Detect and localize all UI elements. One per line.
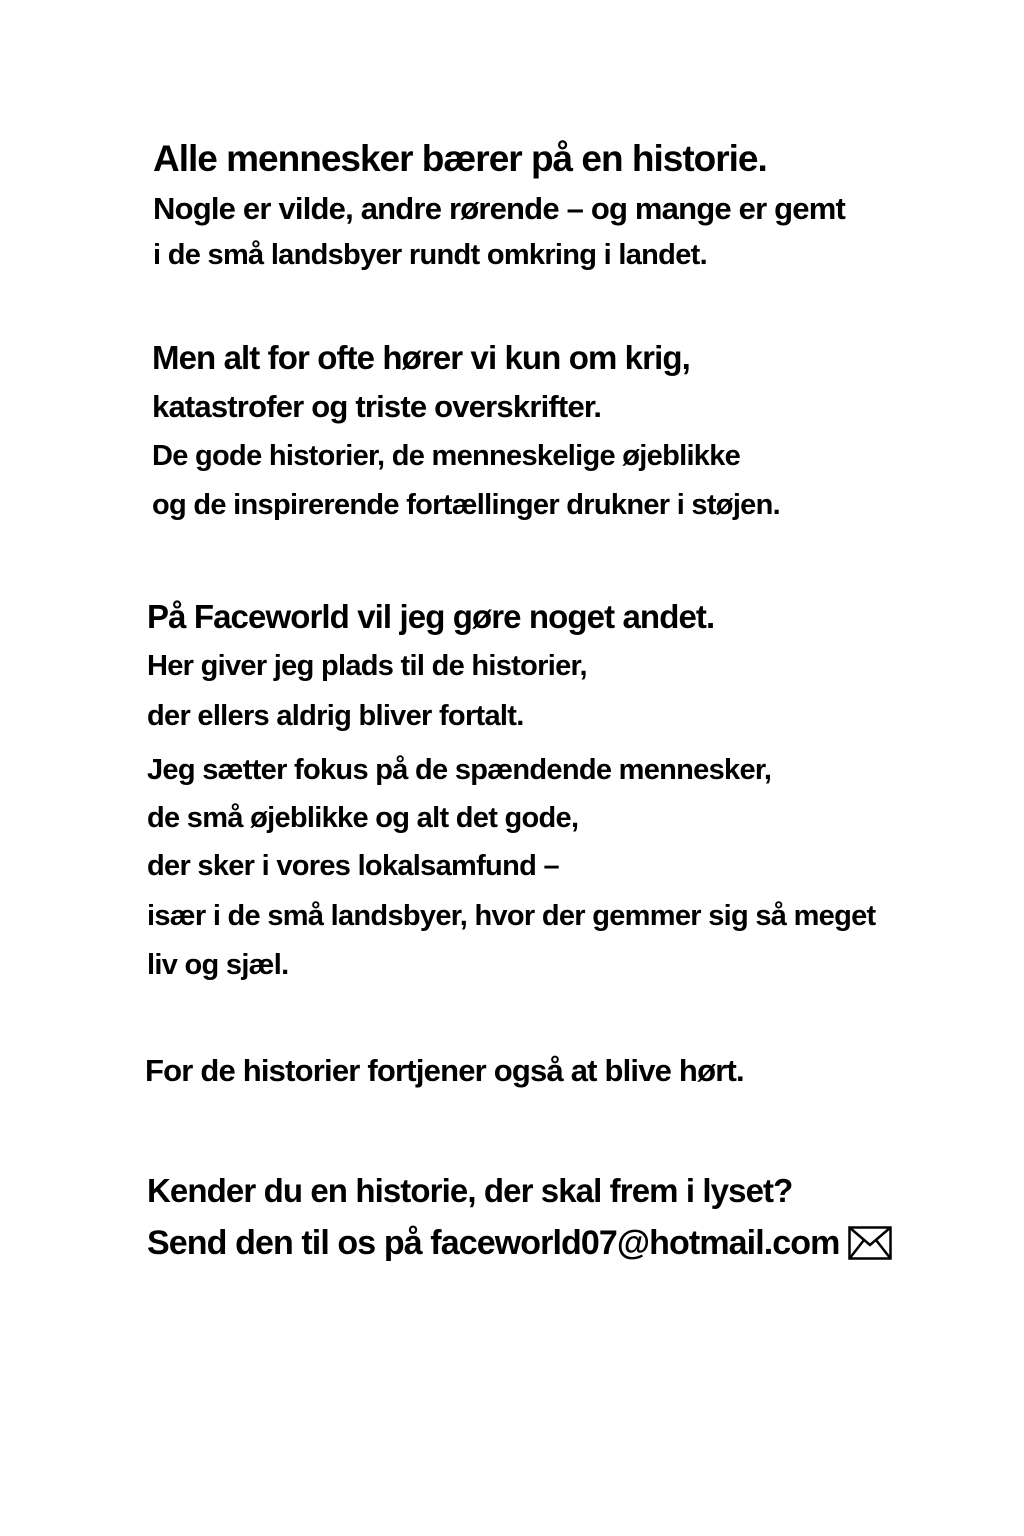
text-line: De gode historier, de menneskelige øjeblikke <box>152 440 741 472</box>
text-line: der sker i vores lokalsamfund – <box>147 850 559 882</box>
text-line: katastrofer og triste overskrifter. <box>152 389 602 424</box>
text-line: For de historier fortjener også at blive hørt. <box>145 1053 744 1088</box>
email-row <box>147 1226 892 1260</box>
text-line: især i de små landsbyer, hvor der gemmer sig så meget <box>147 900 876 932</box>
text-line: der ellers aldrig bliver fortalt. <box>147 700 524 732</box>
text-line: de små øjeblikke og alt det gode, <box>147 802 579 834</box>
envelope-icon <box>848 1226 892 1260</box>
text-line: i de små landsbyer rundt omkring i landet. <box>153 239 707 271</box>
text-line: Men alt for ofte hører vi kun om krig, <box>152 339 690 376</box>
text-line: Nogle er vilde, andre rørende – og mange er gemt <box>153 191 846 226</box>
text-line: og de inspirerende fortællinger drukner i støjen. <box>152 489 780 521</box>
heading-line-1: Alle mennesker bærer på en historie. <box>153 138 767 179</box>
text-line: Jeg sætter fokus på de spændende mennesker, <box>147 754 772 786</box>
text-line: Her giver jeg plads til de historier, <box>147 650 587 682</box>
text-line: Kender du en historie, der skal frem i lyset? <box>147 1172 793 1209</box>
text-line: liv og sjæl. <box>147 949 289 981</box>
email-line[interactable]: Send den til os på faceworld07@hotmail.com <box>147 1224 840 1262</box>
text-line: På Faceworld vil jeg gøre noget andet. <box>147 598 715 635</box>
